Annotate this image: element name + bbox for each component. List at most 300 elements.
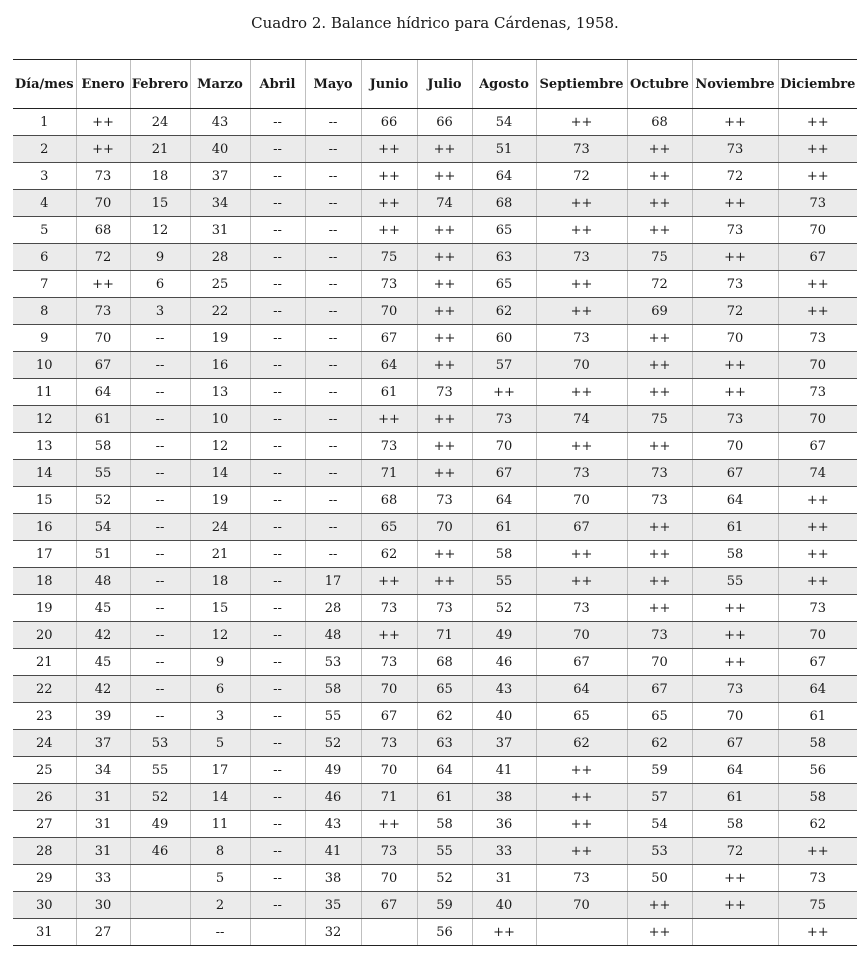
table-cell: 31 [76, 838, 130, 865]
table-cell: -- [250, 757, 305, 784]
table-cell: 62 [627, 730, 692, 757]
table-cell: 58 [76, 433, 130, 460]
table-body [13, 109, 857, 946]
table-cell: ++ [627, 379, 692, 406]
table-cell: 59 [417, 892, 472, 919]
table-cell: ++ [778, 271, 857, 298]
table-cell [130, 919, 190, 946]
table-cell: ++ [692, 109, 778, 136]
table-row [13, 784, 857, 811]
table-cell: ++ [417, 298, 472, 325]
table-cell: 11 [190, 811, 250, 838]
table-cell: 5 [190, 730, 250, 757]
column-header: Marzo [190, 60, 250, 109]
table-cell: 43 [472, 676, 536, 703]
table-cell: 70 [692, 433, 778, 460]
table-cell: 67 [536, 649, 627, 676]
day-cell: 9 [13, 325, 76, 352]
table-cell [536, 919, 627, 946]
table-cell: -- [305, 460, 361, 487]
table-cell: 67 [76, 352, 130, 379]
table-cell: 67 [778, 649, 857, 676]
day-cell: 27 [13, 811, 76, 838]
table-cell: -- [250, 190, 305, 217]
table-cell: 48 [76, 568, 130, 595]
table-cell: 70 [361, 298, 417, 325]
table-cell: -- [250, 514, 305, 541]
table-cell: 62 [536, 730, 627, 757]
table-cell: 17 [305, 568, 361, 595]
table-cell: 73 [76, 298, 130, 325]
table-cell: 70 [692, 325, 778, 352]
table-cell: 73 [778, 325, 857, 352]
column-header: Enero [76, 60, 130, 109]
table-cell: 73 [778, 190, 857, 217]
table-cell: 43 [305, 811, 361, 838]
table-cell: 62 [472, 298, 536, 325]
table-cell: 42 [76, 622, 130, 649]
table-cell: 6 [130, 271, 190, 298]
table-cell: -- [250, 298, 305, 325]
header-row [13, 60, 857, 109]
table-cell: ++ [417, 541, 472, 568]
table-cell: ++ [361, 406, 417, 433]
table-cell: 72 [692, 163, 778, 190]
table-cell: ++ [627, 433, 692, 460]
table-cell: 63 [417, 730, 472, 757]
table-cell: 42 [76, 676, 130, 703]
table-cell: 57 [627, 784, 692, 811]
table-cell: 21 [130, 136, 190, 163]
table-cell: 65 [472, 271, 536, 298]
table-cell: ++ [778, 163, 857, 190]
table-cell: 12 [130, 217, 190, 244]
table-cell: 73 [692, 271, 778, 298]
table-cell: 37 [472, 730, 536, 757]
table-cell: 72 [692, 298, 778, 325]
table-caption: Cuadro 2. Balance hídrico para Cárdenas, 1958. [251, 14, 619, 32]
table-cell: ++ [417, 568, 472, 595]
table-cell: 36 [472, 811, 536, 838]
table-cell: 52 [472, 595, 536, 622]
table-cell: 70 [778, 406, 857, 433]
table-cell: -- [250, 433, 305, 460]
table-cell: 56 [417, 919, 472, 946]
table-row [13, 730, 857, 757]
table-cell: 48 [305, 622, 361, 649]
table-cell: 58 [692, 541, 778, 568]
table-cell: 70 [692, 703, 778, 730]
table-cell: ++ [692, 892, 778, 919]
table-cell: 9 [130, 244, 190, 271]
table-cell: 46 [305, 784, 361, 811]
table-cell: 73 [627, 622, 692, 649]
table-cell: 73 [692, 676, 778, 703]
table-cell: ++ [417, 406, 472, 433]
table-cell: 35 [305, 892, 361, 919]
table-cell: 64 [76, 379, 130, 406]
table-cell: -- [130, 622, 190, 649]
table-cell: 75 [361, 244, 417, 271]
table-cell: 40 [472, 703, 536, 730]
table-cell: ++ [536, 541, 627, 568]
table-cell: 73 [536, 865, 627, 892]
table-row [13, 190, 857, 217]
day-cell: 25 [13, 757, 76, 784]
table-row [13, 460, 857, 487]
day-cell: 31 [13, 919, 76, 946]
table-cell: -- [130, 433, 190, 460]
table-cell: 69 [627, 298, 692, 325]
table-cell: ++ [627, 325, 692, 352]
day-cell: 11 [13, 379, 76, 406]
table-cell: 75 [778, 892, 857, 919]
table-cell: 72 [536, 163, 627, 190]
table-cell: 65 [472, 217, 536, 244]
table-cell: -- [305, 541, 361, 568]
table-cell: 58 [472, 541, 536, 568]
table-cell: 3 [130, 298, 190, 325]
table-cell: -- [250, 541, 305, 568]
table-cell: 66 [417, 109, 472, 136]
table-cell: -- [305, 163, 361, 190]
table-cell: 59 [627, 757, 692, 784]
table-cell: 73 [361, 433, 417, 460]
table-cell: 51 [76, 541, 130, 568]
table-cell: -- [130, 379, 190, 406]
table-cell: 37 [76, 730, 130, 757]
day-cell: 3 [13, 163, 76, 190]
table-cell: 71 [417, 622, 472, 649]
table-cell: ++ [417, 325, 472, 352]
table-cell: 73 [692, 136, 778, 163]
table-cell: 73 [361, 730, 417, 757]
table-cell: 67 [692, 730, 778, 757]
table-cell: -- [250, 595, 305, 622]
table-cell: 73 [536, 136, 627, 163]
table-cell: 49 [130, 811, 190, 838]
table-cell: 73 [417, 595, 472, 622]
table-cell: -- [130, 703, 190, 730]
table-cell: 31 [76, 811, 130, 838]
table-cell: ++ [536, 190, 627, 217]
table-cell: 73 [361, 271, 417, 298]
table-cell: ++ [361, 163, 417, 190]
table-cell: -- [250, 244, 305, 271]
table-cell: 28 [190, 244, 250, 271]
table-cell: 70 [536, 622, 627, 649]
table-row [13, 217, 857, 244]
table-cell: 67 [361, 325, 417, 352]
table-cell: 58 [692, 811, 778, 838]
table-cell: ++ [692, 352, 778, 379]
day-cell: 15 [13, 487, 76, 514]
table-cell: ++ [417, 217, 472, 244]
table-cell: ++ [692, 595, 778, 622]
table-cell: 19 [190, 325, 250, 352]
column-header: Noviembre [692, 60, 778, 109]
table-cell: -- [130, 541, 190, 568]
table-row [13, 892, 857, 919]
table-cell: -- [130, 460, 190, 487]
table-row [13, 703, 857, 730]
table-row [13, 487, 857, 514]
table-row [13, 919, 857, 946]
day-cell: 20 [13, 622, 76, 649]
table-cell: 67 [778, 433, 857, 460]
day-cell: 17 [13, 541, 76, 568]
table-cell: ++ [536, 568, 627, 595]
table-cell: 31 [76, 784, 130, 811]
table-cell: 68 [472, 190, 536, 217]
table-cell: 16 [190, 352, 250, 379]
table-cell: ++ [692, 865, 778, 892]
table-cell: -- [305, 109, 361, 136]
table-cell: ++ [778, 838, 857, 865]
table-cell: ++ [417, 460, 472, 487]
table-cell: -- [305, 136, 361, 163]
table-cell: -- [305, 325, 361, 352]
table-cell: 18 [130, 163, 190, 190]
day-cell: 18 [13, 568, 76, 595]
table-cell: 73 [361, 595, 417, 622]
table-cell: ++ [536, 784, 627, 811]
table-cell: ++ [627, 163, 692, 190]
day-cell: 6 [13, 244, 76, 271]
table-cell: 14 [190, 784, 250, 811]
day-cell: 12 [13, 406, 76, 433]
table-cell: ++ [417, 271, 472, 298]
table-cell: ++ [536, 811, 627, 838]
table-cell: ++ [536, 298, 627, 325]
table-cell: ++ [472, 919, 536, 946]
table-cell: -- [250, 811, 305, 838]
column-header: Septiembre [536, 60, 627, 109]
table-cell: 34 [76, 757, 130, 784]
table-cell: 3 [190, 703, 250, 730]
table-cell: -- [130, 514, 190, 541]
table-cell: -- [305, 298, 361, 325]
table-cell: ++ [361, 136, 417, 163]
table-cell: 74 [778, 460, 857, 487]
table-row [13, 541, 857, 568]
table-cell: 43 [190, 109, 250, 136]
column-header: Mayo [305, 60, 361, 109]
table-row [13, 568, 857, 595]
table-cell: 62 [361, 541, 417, 568]
table-cell: -- [250, 271, 305, 298]
table-cell: 64 [472, 487, 536, 514]
table-cell: 64 [692, 487, 778, 514]
table-cell: 54 [472, 109, 536, 136]
table-cell: -- [250, 460, 305, 487]
day-cell: 28 [13, 838, 76, 865]
table-cell: ++ [692, 649, 778, 676]
column-header: Abril [250, 60, 305, 109]
table-cell: 66 [361, 109, 417, 136]
table-cell: 70 [536, 892, 627, 919]
table-cell: 68 [417, 649, 472, 676]
table-cell: 49 [305, 757, 361, 784]
table-cell: -- [250, 217, 305, 244]
table-cell: ++ [778, 298, 857, 325]
table-cell: 24 [130, 109, 190, 136]
table-cell: 31 [472, 865, 536, 892]
table-cell: 70 [627, 649, 692, 676]
table-cell: -- [305, 406, 361, 433]
table-cell: 73 [361, 838, 417, 865]
table-cell: 70 [417, 514, 472, 541]
table-cell: 58 [417, 811, 472, 838]
table-cell: 8 [190, 838, 250, 865]
table-cell: 41 [305, 838, 361, 865]
table-cell: -- [130, 406, 190, 433]
table-cell: ++ [627, 217, 692, 244]
table-cell: 28 [305, 595, 361, 622]
table-cell: ++ [361, 217, 417, 244]
table-cell: -- [250, 163, 305, 190]
table-cell: -- [250, 892, 305, 919]
table-cell: 39 [76, 703, 130, 730]
table-cell: ++ [536, 757, 627, 784]
table-cell: -- [305, 244, 361, 271]
table-cell: 33 [76, 865, 130, 892]
day-cell: 16 [13, 514, 76, 541]
table-cell: 70 [361, 757, 417, 784]
table-cell: -- [250, 379, 305, 406]
table-cell: 64 [778, 676, 857, 703]
table-row [13, 136, 857, 163]
table-cell: 55 [417, 838, 472, 865]
table-cell: 72 [76, 244, 130, 271]
table-cell: 60 [472, 325, 536, 352]
table-cell: 70 [778, 352, 857, 379]
table-cell: 61 [692, 784, 778, 811]
table-cell: 70 [778, 622, 857, 649]
column-header: Julio [417, 60, 472, 109]
table-cell: 67 [361, 703, 417, 730]
table-cell: ++ [627, 919, 692, 946]
table-cell: ++ [472, 379, 536, 406]
table-cell: 74 [417, 190, 472, 217]
table-cell: ++ [627, 190, 692, 217]
day-cell: 19 [13, 595, 76, 622]
table-cell: ++ [692, 244, 778, 271]
table-row [13, 811, 857, 838]
table-cell: 70 [536, 487, 627, 514]
table-cell: 54 [76, 514, 130, 541]
table-cell: 31 [190, 217, 250, 244]
table-cell: 18 [190, 568, 250, 595]
table-cell: 74 [536, 406, 627, 433]
table-cell: ++ [692, 622, 778, 649]
table-cell: 46 [130, 838, 190, 865]
table-cell: -- [130, 487, 190, 514]
table-cell [361, 919, 417, 946]
day-cell: 23 [13, 703, 76, 730]
table-cell [250, 919, 305, 946]
day-cell: 1 [13, 109, 76, 136]
table-header [13, 60, 857, 109]
table-cell: 65 [627, 703, 692, 730]
table-cell: -- [250, 622, 305, 649]
table-cell: ++ [778, 487, 857, 514]
table-cell: 34 [190, 190, 250, 217]
water-balance-table [13, 59, 857, 946]
table-cell: 70 [76, 325, 130, 352]
table-cell: 56 [778, 757, 857, 784]
table-cell: ++ [536, 271, 627, 298]
table-cell: 70 [778, 217, 857, 244]
table-cell: 5 [190, 865, 250, 892]
table-cell: -- [250, 703, 305, 730]
table-cell: -- [250, 406, 305, 433]
table-cell: 73 [361, 649, 417, 676]
table-cell: 67 [472, 460, 536, 487]
table-cell: ++ [627, 541, 692, 568]
table-cell: 12 [190, 622, 250, 649]
table-cell: 49 [472, 622, 536, 649]
table-cell: -- [250, 865, 305, 892]
table-cell: ++ [692, 379, 778, 406]
table-cell: 64 [536, 676, 627, 703]
table-cell: 64 [692, 757, 778, 784]
table-cell: ++ [361, 811, 417, 838]
table-cell: 65 [536, 703, 627, 730]
table-cell: ++ [778, 568, 857, 595]
table-cell: ++ [692, 190, 778, 217]
table-cell: -- [250, 136, 305, 163]
table-cell: 58 [778, 784, 857, 811]
column-header: Diciembre [778, 60, 857, 109]
table-cell: -- [305, 514, 361, 541]
table-cell: 64 [361, 352, 417, 379]
table-cell: 17 [190, 757, 250, 784]
table-cell: 73 [536, 595, 627, 622]
day-cell: 24 [13, 730, 76, 757]
table-cell: -- [130, 325, 190, 352]
table-cell [692, 919, 778, 946]
day-cell: 21 [13, 649, 76, 676]
table-cell: 52 [305, 730, 361, 757]
table-cell: ++ [627, 568, 692, 595]
table-cell: ++ [536, 838, 627, 865]
table-row [13, 622, 857, 649]
table-cell: 62 [778, 811, 857, 838]
table-cell: ++ [627, 352, 692, 379]
table-cell: 41 [472, 757, 536, 784]
table-cell: 70 [361, 676, 417, 703]
table-cell: ++ [778, 109, 857, 136]
table-cell: 61 [361, 379, 417, 406]
table-cell: 46 [472, 649, 536, 676]
table-cell: ++ [76, 271, 130, 298]
table-cell: 70 [361, 865, 417, 892]
table-cell: 61 [76, 406, 130, 433]
day-cell: 10 [13, 352, 76, 379]
table-cell: -- [305, 271, 361, 298]
table-row [13, 514, 857, 541]
table-cell: 40 [190, 136, 250, 163]
table-cell: ++ [778, 136, 857, 163]
table-cell: 71 [361, 460, 417, 487]
day-cell: 2 [13, 136, 76, 163]
table-cell: 73 [417, 487, 472, 514]
table-cell: 75 [627, 244, 692, 271]
table-cell: 51 [472, 136, 536, 163]
table-cell: 67 [778, 244, 857, 271]
table-cell: -- [250, 730, 305, 757]
